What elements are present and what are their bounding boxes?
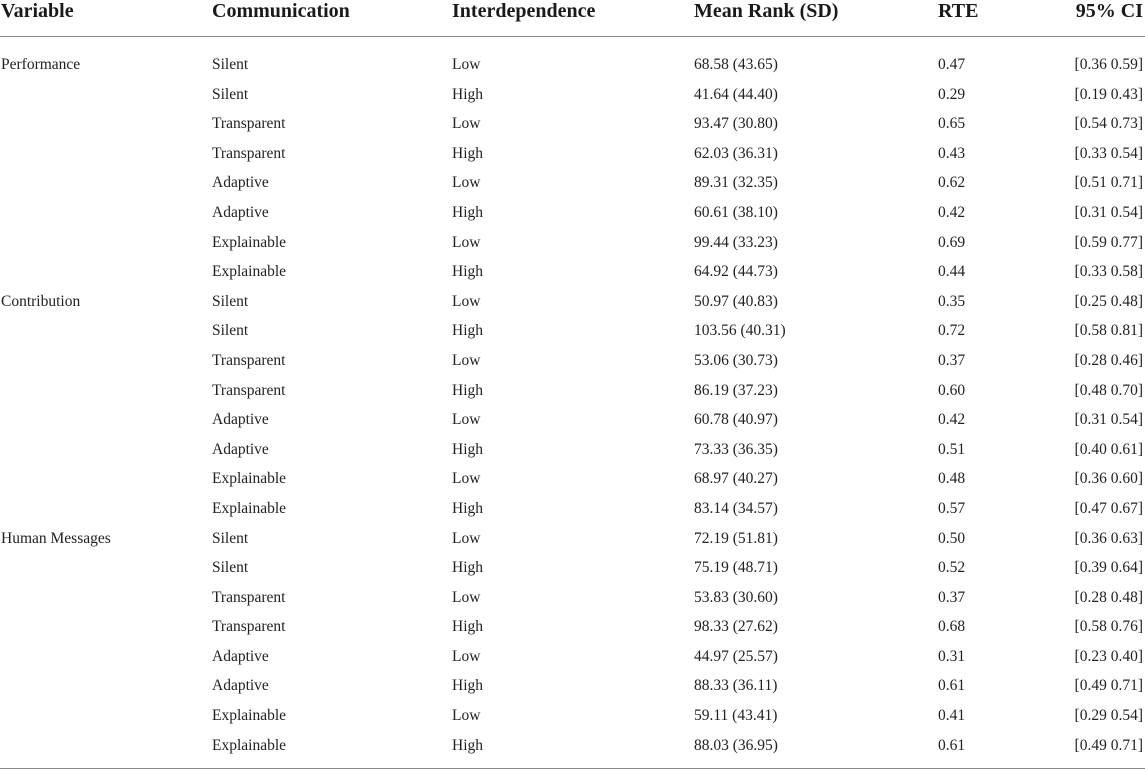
cell-variable: Contribution <box>1 292 81 310</box>
table-row <box>0 701 1145 731</box>
cell-rte: 0.47 <box>938 56 966 73</box>
cell-communication: Explainable <box>212 233 287 251</box>
cell-communication: Explainable <box>212 499 287 517</box>
cell-interdependence: Low <box>452 233 481 251</box>
cell-communication: Explainable <box>212 736 287 754</box>
cell-communication: Silent <box>212 85 249 103</box>
cell-interdependence: Low <box>452 647 481 665</box>
cell-interdependence: High <box>452 203 483 221</box>
table-row <box>0 494 1145 524</box>
cell-rte: 0.37 <box>938 351 966 369</box>
header-communication: Communication <box>212 0 350 22</box>
table-row <box>0 198 1145 228</box>
cell-ci: [0.49 0.71] <box>1074 736 1143 754</box>
cell-communication: Adaptive <box>212 440 269 458</box>
cell-ci: [0.58 0.76] <box>1074 618 1143 636</box>
table-row <box>0 50 1145 80</box>
cell-rte: 0.35 <box>938 292 966 310</box>
cell-interdependence: Low <box>452 292 481 310</box>
cell-rte: 0.50 <box>938 529 966 547</box>
cell-mean-rank: 68.58 (43.65) <box>694 56 778 73</box>
cell-rte: 0.41 <box>938 707 966 725</box>
cell-mean-rank: 68.97 (40.27) <box>694 470 778 488</box>
cell-mean-rank: 50.97 (40.83) <box>694 292 778 310</box>
cell-ci: [0.28 0.48] <box>1074 588 1143 606</box>
cell-interdependence: Low <box>452 56 481 73</box>
cell-mean-rank: 41.64 (44.40) <box>694 85 778 103</box>
cell-communication: Adaptive <box>212 203 269 221</box>
cell-ci: [0.47 0.67] <box>1074 499 1143 517</box>
cell-rte: 0.57 <box>938 499 966 517</box>
cell-ci: [0.31 0.54] <box>1074 411 1143 429</box>
cell-communication: Silent <box>212 292 249 310</box>
cell-ci: [0.33 0.58] <box>1074 263 1143 281</box>
cell-mean-rank: 60.78 (40.97) <box>694 411 778 429</box>
cell-ci: [0.59 0.77] <box>1074 233 1143 251</box>
cell-communication: Silent <box>212 559 249 577</box>
table-header-row <box>0 0 1145 37</box>
cell-mean-rank: 64.92 (44.73) <box>694 263 778 281</box>
cell-interdependence: Low <box>452 470 481 488</box>
cell-mean-rank: 86.19 (37.23) <box>694 381 778 399</box>
cell-mean-rank: 72.19 (51.81) <box>694 529 778 547</box>
table-row <box>0 257 1145 287</box>
cell-mean-rank: 53.83 (30.60) <box>694 588 778 606</box>
table-row <box>0 346 1145 376</box>
cell-rte: 0.31 <box>938 647 966 665</box>
cell-mean-rank: 93.47 (30.80) <box>694 115 778 133</box>
table-row <box>0 731 1145 761</box>
table-row <box>0 671 1145 701</box>
cell-mean-rank: 83.14 (34.57) <box>694 499 778 517</box>
cell-interdependence: Low <box>452 115 481 133</box>
cell-communication: Silent <box>212 56 249 73</box>
cell-interdependence: High <box>452 559 483 577</box>
table-row <box>0 287 1145 317</box>
table-row <box>0 80 1145 110</box>
cell-rte: 0.60 <box>938 381 966 399</box>
cell-rte: 0.68 <box>938 618 966 636</box>
cell-rte: 0.51 <box>938 440 966 458</box>
cell-communication: Explainable <box>212 470 287 488</box>
cell-mean-rank: 89.31 (32.35) <box>694 174 778 192</box>
cell-interdependence: Low <box>452 707 481 725</box>
cell-ci: [0.25 0.48] <box>1074 292 1143 310</box>
cell-rte: 0.69 <box>938 233 966 251</box>
header-variable: Variable <box>1 0 74 22</box>
cell-rte: 0.61 <box>938 736 966 754</box>
cell-communication: Adaptive <box>212 647 269 665</box>
table-row <box>0 168 1145 198</box>
cell-communication: Explainable <box>212 263 287 281</box>
cell-interdependence: High <box>452 381 483 399</box>
cell-rte: 0.52 <box>938 559 966 577</box>
cell-communication: Transparent <box>212 381 286 399</box>
cell-ci: [0.33 0.54] <box>1074 144 1143 162</box>
cell-rte: 0.65 <box>938 115 966 133</box>
table-row <box>0 316 1145 346</box>
cell-interdependence: High <box>452 618 483 636</box>
header-ci: 95% CI <box>1075 0 1143 22</box>
cell-ci: [0.31 0.54] <box>1074 203 1143 221</box>
cell-rte: 0.44 <box>938 263 966 281</box>
cell-interdependence: Low <box>452 411 481 429</box>
cell-ci: [0.54 0.73] <box>1074 115 1143 133</box>
cell-mean-rank: 60.61 (38.10) <box>694 203 778 221</box>
cell-interdependence: High <box>452 144 483 162</box>
cell-variable: Performance <box>1 56 81 73</box>
table-bottom-rule <box>0 768 1145 769</box>
table-row <box>0 583 1145 613</box>
cell-ci: [0.40 0.61] <box>1074 440 1143 458</box>
cell-communication: Adaptive <box>212 677 269 695</box>
cell-communication: Transparent <box>212 588 286 606</box>
cell-communication: Adaptive <box>212 174 269 192</box>
cell-communication: Adaptive <box>212 411 269 429</box>
table-row <box>0 524 1145 554</box>
cell-ci: [0.51 0.71] <box>1074 174 1143 192</box>
cell-communication: Silent <box>212 322 249 340</box>
cell-communication: Transparent <box>212 618 286 636</box>
cell-interdependence: High <box>452 263 483 281</box>
cell-communication: Transparent <box>212 351 286 369</box>
cell-ci: [0.28 0.46] <box>1074 351 1143 369</box>
table-row <box>0 553 1145 583</box>
cell-ci: [0.29 0.54] <box>1074 707 1143 725</box>
cell-ci: [0.36 0.59] <box>1074 56 1143 73</box>
cell-ci: [0.36 0.60] <box>1074 470 1143 488</box>
cell-rte: 0.42 <box>938 203 966 221</box>
cell-interdependence: High <box>452 85 483 103</box>
cell-ci: [0.58 0.81] <box>1074 322 1143 340</box>
cell-ci: [0.36 0.63] <box>1074 529 1143 547</box>
cell-interdependence: Low <box>452 351 481 369</box>
table-row <box>0 228 1145 258</box>
cell-communication: Explainable <box>212 707 287 725</box>
cell-communication: Silent <box>212 529 249 547</box>
table-row <box>0 376 1145 406</box>
table-row <box>0 139 1145 169</box>
cell-rte: 0.43 <box>938 144 966 162</box>
table-body <box>0 50 1145 760</box>
cell-mean-rank: 88.03 (36.95) <box>694 736 778 754</box>
cell-mean-rank: 59.11 (43.41) <box>694 707 778 725</box>
table-row <box>0 464 1145 494</box>
header-mean-rank: Mean Rank (SD) <box>694 0 839 22</box>
cell-interdependence: High <box>452 440 483 458</box>
cell-interdependence: High <box>452 499 483 517</box>
table-row <box>0 109 1145 139</box>
cell-variable: Human Messages <box>1 529 111 547</box>
cell-rte: 0.29 <box>938 85 966 103</box>
cell-rte: 0.72 <box>938 322 966 340</box>
cell-mean-rank: 53.06 (30.73) <box>694 351 778 369</box>
cell-mean-rank: 73.33 (36.35) <box>694 440 778 458</box>
cell-mean-rank: 103.56 (40.31) <box>694 322 786 340</box>
header-rte: RTE <box>938 0 979 22</box>
cell-mean-rank: 44.97 (25.57) <box>694 647 778 665</box>
cell-interdependence: High <box>452 677 483 695</box>
cell-ci: [0.49 0.71] <box>1074 677 1143 695</box>
cell-mean-rank: 75.19 (48.71) <box>694 559 778 577</box>
cell-mean-rank: 62.03 (36.31) <box>694 144 778 162</box>
header-interdependence: Interdependence <box>452 0 596 22</box>
cell-ci: [0.39 0.64] <box>1074 559 1143 577</box>
cell-communication: Transparent <box>212 115 286 133</box>
cell-communication: Transparent <box>212 144 286 162</box>
table-row <box>0 405 1145 435</box>
cell-mean-rank: 98.33 (27.62) <box>694 618 778 636</box>
cell-interdependence: Low <box>452 174 481 192</box>
cell-ci: [0.48 0.70] <box>1074 381 1143 399</box>
cell-interdependence: High <box>452 736 483 754</box>
cell-rte: 0.37 <box>938 588 966 606</box>
table-row <box>0 612 1145 642</box>
cell-interdependence: Low <box>452 529 481 547</box>
cell-rte: 0.42 <box>938 411 966 429</box>
table-row <box>0 642 1145 672</box>
cell-mean-rank: 99.44 (33.23) <box>694 233 778 251</box>
cell-rte: 0.62 <box>938 174 966 192</box>
cell-ci: [0.23 0.40] <box>1074 647 1143 665</box>
table-row <box>0 435 1145 465</box>
cell-ci: [0.19 0.43] <box>1074 85 1143 103</box>
cell-interdependence: Low <box>452 588 481 606</box>
cell-interdependence: High <box>452 322 483 340</box>
cell-mean-rank: 88.33 (36.11) <box>694 677 778 695</box>
cell-rte: 0.61 <box>938 677 966 695</box>
cell-rte: 0.48 <box>938 470 966 488</box>
